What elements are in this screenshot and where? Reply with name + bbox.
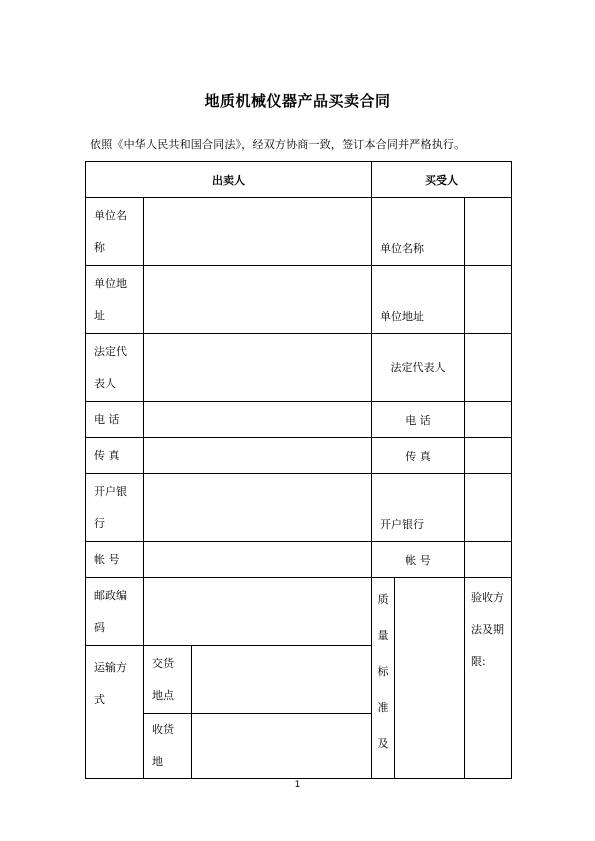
seller-account-value[interactable] [144,542,372,578]
receive-place-value[interactable] [192,714,372,779]
seller-postcode-label: 邮政编码 [86,578,144,646]
seller-legal-rep-value[interactable] [144,334,372,402]
acceptance-label: 验收方法及期限: [465,578,512,779]
buyer-unit-address-value[interactable] [465,266,512,334]
buyer-account-label: 帐 号 [372,542,465,578]
buyer-legal-rep-value[interactable] [465,334,512,402]
seller-bank-label: 开户银行 [86,474,144,542]
seller-legal-rep-label: 法定代表人 [86,334,144,402]
buyer-fax-value[interactable] [465,438,512,474]
table-row [86,334,512,402]
seller-bank-value[interactable] [144,474,372,542]
contract-table [85,161,512,779]
buyer-phone-label: 电 话 [372,402,465,438]
buyer-bank-value[interactable] [465,474,512,542]
seller-unit-name-value[interactable] [144,198,372,266]
buyer-unit-name-label: 单位名称 [372,198,465,266]
buyer-fax-label: 传 真 [372,438,465,474]
buyer-legal-rep-label: 法定代表人 [372,334,465,402]
table-row [86,198,512,266]
delivery-place-label: 交货地点 [144,646,192,714]
buyer-header: 买受人 [372,162,512,198]
document-title: 地质机械仪器产品买卖合同 [204,92,391,110]
seller-fax-value[interactable] [144,438,372,474]
table-row [86,438,512,474]
buyer-phone-value[interactable] [465,402,512,438]
seller-account-label: 帐 号 [86,542,144,578]
seller-phone-label: 电 话 [86,402,144,438]
table-row [86,266,512,334]
buyer-account-value[interactable] [465,542,512,578]
seller-postcode-value[interactable] [144,578,372,646]
seller-unit-address-label: 单位地址 [86,266,144,334]
receive-place-label: 收货地 [144,714,192,779]
quality-standard-value[interactable] [395,578,465,779]
table-row [86,542,512,578]
seller-unit-name-label: 单位名称 [86,198,144,266]
table-row [86,578,512,646]
quality-standard-text: 质 量 标 准 及 [377,593,389,750]
quality-standard-label [372,578,395,779]
seller-unit-address-value[interactable] [144,266,372,334]
header-row [86,162,512,198]
buyer-bank-label: 开户银行 [372,474,465,542]
table-row [86,474,512,542]
intro-text: 依照《中华人民共和国合同法》，经双方协商一致，签订本合同并严格执行。 [90,138,466,151]
transport-label: 运输方式 [86,646,144,779]
page-number: 1 [294,780,301,790]
seller-fax-label: 传 真 [86,438,144,474]
delivery-place-value[interactable] [192,646,372,714]
seller-phone-value[interactable] [144,402,372,438]
table-row [86,402,512,438]
seller-header: 出卖人 [86,162,372,198]
buyer-unit-address-label: 单位地址 [372,266,465,334]
buyer-unit-name-value[interactable] [465,198,512,266]
